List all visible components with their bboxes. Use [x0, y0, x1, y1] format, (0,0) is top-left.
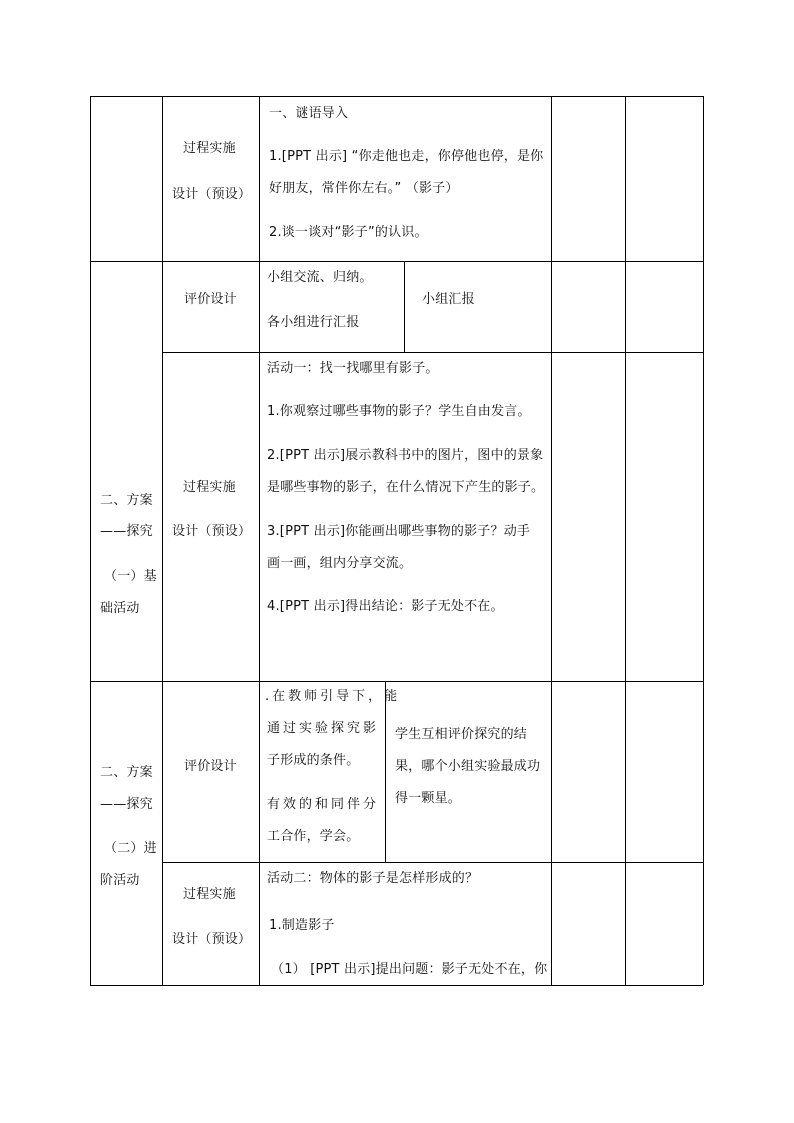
row4-section-label: 阶活动 — [100, 873, 140, 888]
row2-type-label: 评价设计 — [184, 292, 237, 307]
row4-eval-right: 果，哪个小组实验最成功 — [395, 759, 541, 774]
row3-line: 2.[PPT 出示]展示教科书中的图片，图中的景象 — [267, 448, 544, 463]
table-rule — [162, 96, 163, 985]
row4-type-label: 评价设计 — [184, 759, 237, 774]
row1-line: 一、谜语导入 — [269, 106, 349, 121]
row3-section-label: 础活动 — [100, 601, 140, 616]
row2-eval-left: 各小组进行汇报 — [267, 315, 360, 330]
row5-line: （1） [PPT 出示]提出问题：影子无处不在，你 — [271, 962, 548, 977]
row3-section-label: 二、方案 — [100, 493, 153, 508]
row4-eval-left: 子形成的条件。 — [267, 753, 360, 768]
row3-line: 画一画，组内分享交流。 — [267, 556, 413, 571]
table-rule — [90, 681, 703, 682]
table-rule — [404, 261, 405, 352]
row1-type-label: 过程实施 — [183, 141, 236, 156]
table-rule — [385, 681, 386, 862]
table-rule — [625, 96, 626, 985]
table-rule — [162, 352, 703, 353]
row4-eval-left: 通过实验探究影 — [267, 721, 380, 736]
row3-section-label: ——探究 — [100, 524, 153, 539]
table-rule — [90, 96, 91, 985]
row2-eval-left: 小组交流、归纳。 — [267, 270, 373, 285]
row3-type-label: 过程实施 — [183, 480, 236, 495]
row1-line: 1.[PPT 出示] “你走他也走，你停他也停，是你 — [269, 149, 544, 164]
row1-line: 好朋友，常伴你左右。” （影子） — [269, 181, 459, 196]
table-rule — [259, 96, 260, 985]
row4-eval-right: 得一颗星。 — [395, 791, 462, 806]
table-rule — [90, 96, 703, 97]
row1-line: 2.谈一谈对“影子”的认识。 — [269, 225, 428, 240]
row4-eval-right: 学生互相评价探究的结 — [395, 727, 528, 742]
row5-line: 活动二：物体的影子是怎样形成的？ — [267, 871, 479, 886]
row3-line: 1.你观察过哪些事物的影子？学生自由发言。 — [267, 404, 531, 419]
row2-eval-right: 小组汇报 — [422, 292, 475, 307]
row4-eval-left: 有效的和同伴分 — [267, 797, 380, 812]
row4-eval-left: .在教师引导下，能 — [265, 689, 401, 704]
row5-type-label: 过程实施 — [183, 887, 236, 902]
row3-section-label: （一）基 — [104, 569, 157, 584]
row1-type-label: 设计（预设） — [172, 187, 252, 202]
row4-section-label: 二、方案 — [100, 765, 153, 780]
row3-type-label: 设计（预设） — [172, 524, 252, 539]
row3-line: 3.[PPT 出示]你能画出哪些事物的影子？动手 — [267, 524, 531, 539]
table-rule — [90, 985, 703, 986]
table-rule — [162, 862, 703, 863]
row4-section-label: ——探究 — [100, 797, 153, 812]
row5-line: 1.制造影子 — [269, 918, 335, 933]
table-rule — [551, 96, 552, 985]
table-rule — [90, 261, 703, 262]
row3-line: 活动一：找一找哪里有影子。 — [267, 361, 439, 376]
row3-line: 4.[PPT 出示]得出结论：影子无处不在。 — [267, 599, 504, 614]
table-rule — [703, 96, 704, 985]
row3-line: 是哪些事物的影子，在什么情况下产生的影子。 — [267, 480, 545, 495]
row4-eval-left: 工合作，学会。 — [267, 829, 360, 844]
row4-section-label: （二）进 — [104, 841, 157, 856]
row5-type-label: 设计（预设） — [172, 932, 252, 947]
